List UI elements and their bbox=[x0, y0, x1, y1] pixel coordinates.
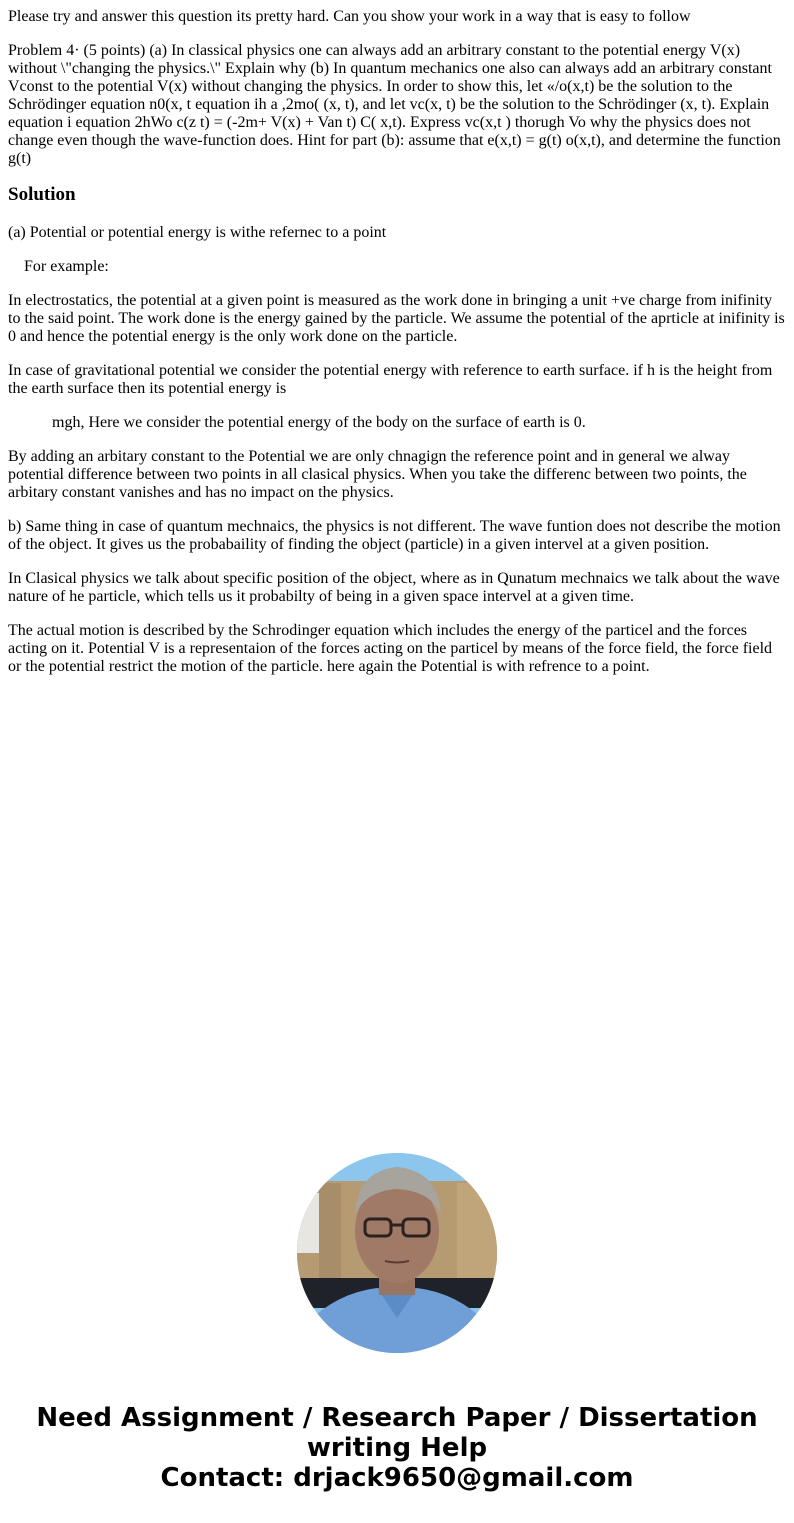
problem-statement: Problem 4· (5 points) (a) In classical physics one can always add an arbitrary constant to the potential energy V(x) without \"changing the physics.\" Explain why (b) In quantum mechanics one also can always add an arbitrary constant Vconst to the potential V(x) without changing the physics. In order to show this, let «/o(x,t) be the solution to the Schrödinger equation n0(x, t equation ih a ,2mo( (x, t), and let vc(x, t) be the solution to the Schrödinger (x, t). Explain equation i equation 2hWo c(z t) = (-2m+ V(x) + Van t) C( x,t). Express vc(x,t ) thorugh Vo why the physics does not change even though the wave-function does. Hint for part (b): assume that e(x,t) = g(t) o(x,t), and determine the function g(t) bbox=[8, 42, 781, 167]
portrait-icon bbox=[297, 1153, 497, 1353]
solution-paragraph: In case of gravitational potential we consider the potential energy with reference to earth surface. if h is the height from the earth surface then its potential energy is bbox=[8, 362, 773, 397]
document-body bbox=[8, 8, 788, 692]
solution-paragraph: In Clasical physics we talk about specific position of the object, where as in Qunatum mechnaics we talk about the wave nature of he particle, which tells us it probabilty of being in a given space intervel at a given time. bbox=[8, 570, 780, 605]
solution-paragraph: mgh, Here we consider the potential energy of the body on the surface of earth is 0. bbox=[52, 414, 586, 431]
solution-heading: Solution bbox=[8, 184, 76, 205]
banner-line-2: writing Help bbox=[306, 1433, 488, 1463]
banner-line-1: Need Assignment / Research Paper / Dissertation bbox=[36, 1403, 758, 1433]
contact-banner bbox=[0, 1403, 794, 1493]
contact-email: Contact: drjack9650@gmail.com bbox=[160, 1463, 634, 1493]
avatar bbox=[297, 1153, 497, 1353]
solution-paragraph: (a) Potential or potential energy is withe refernec to a point bbox=[8, 224, 387, 241]
solution-paragraph: The actual motion is described by the Schrodinger equation which includes the energy of the particel and the forces acting on it. Potential V is a representaion of the forces acting on the particel by means of the force field, the force field or the potential restrict the motion of the particle. here again the Potential is with refrence to a point. bbox=[8, 622, 773, 675]
question-intro: Please try and answer this question its pretty hard. Can you show your work in a way that is easy to follow bbox=[8, 8, 691, 25]
solution-paragraph: For example: bbox=[24, 258, 109, 275]
solution-paragraph: In electrostatics, the potential at a given point is measured as the work done in bringing a unit +ve charge from inifinity to the said point. The work done is the energy gained by the particle. We assume the potential of the aprticle at inifinity is 0 and hence the potential energy is the only work done on the particle. bbox=[8, 292, 785, 345]
solution-paragraph: By adding an arbitary constant to the Potential we are only chnagign the reference point and in general we alway potential difference between two points in all clasical physics. When you take the differenc between two points, the arbitary constant vanishes and has no impact on the physics. bbox=[8, 448, 747, 501]
solution-paragraph: b) Same thing in case of quantum mechnaics, the physics is not different. The wave funtion does not describe the motion of the object. It gives us the probabaility of finding the object (particle) in a given intervel at a given position. bbox=[8, 518, 781, 553]
